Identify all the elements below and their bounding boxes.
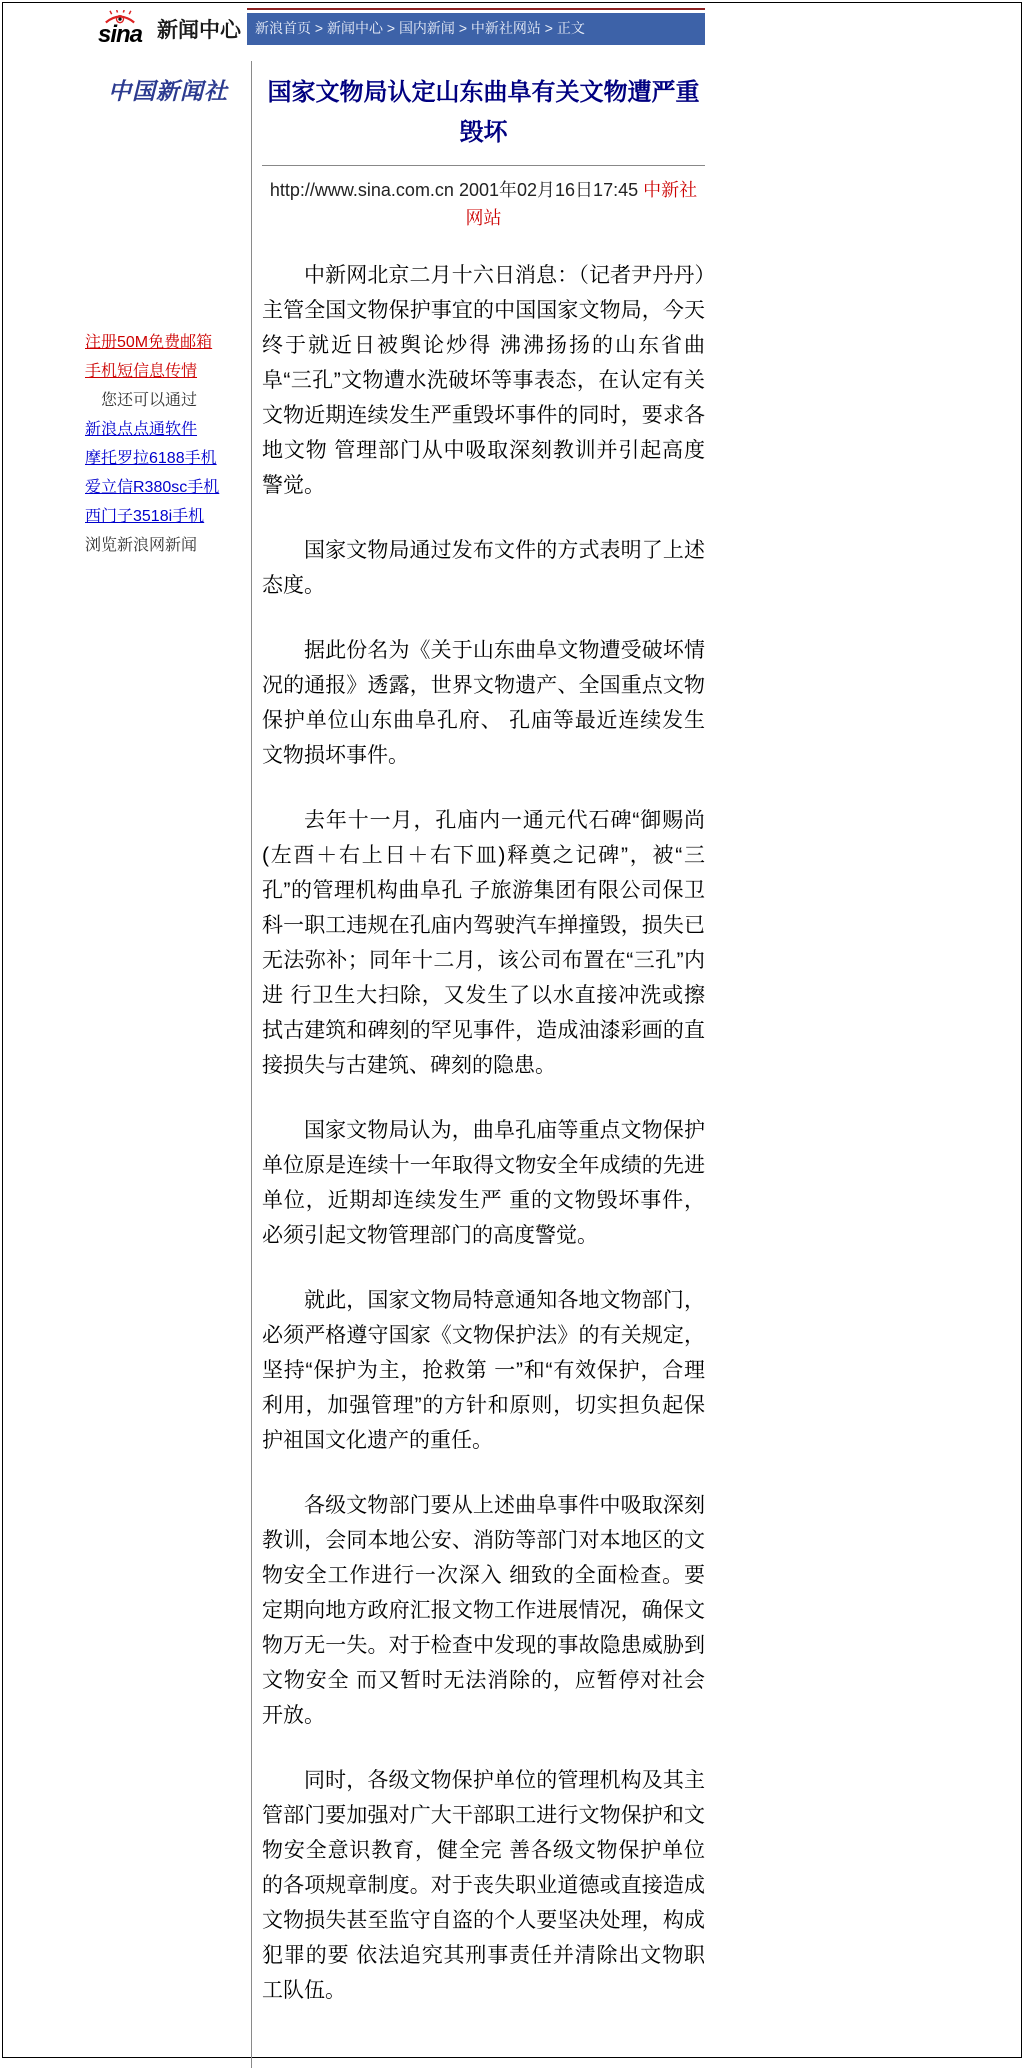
article-paragraph: 中新网北京二月十六日消息：（记者尹丹丹）主管全国文物保护事宜的中国国家文物局，今天终于就近日被舆论炒得 沸沸扬扬的山东省曲阜“三孔”文物遭水洗破坏等事表态，在认定有关文物近期连续发生严重毁坏事件的同时，要求各地文物 管理部门从中吸取深刻教训并引起高度警觉。 xyxy=(262,264,705,497)
sina-logo[interactable] xyxy=(91,10,149,48)
breadcrumb-separator: > xyxy=(454,20,471,36)
article-paragraph: 就此，国家文物局特意通知各地文物部门，必须严格遵守国家《文物保护法》的有关规定，坚持“保护为主，抢救第 一”和“有效保护，合理利用，加强管理”的方针和原则，切实担负起保护祖国文化遗产的重任。 xyxy=(262,1289,705,1452)
sidebar-link[interactable]: 注册50M免费邮箱 xyxy=(85,334,213,351)
article-paragraph: 同时，各级文物保护单位的管理机构及其主管部门要加强对广大干部职工进行文物保护和文物安全意识教育，健全完 善各级文物保护单位的各项规章制度。对于丧失职业道德或直接造成文物损失甚至监守自盗的个人要坚决处理，构成犯罪的要 依法追究其刑事责任并清除出文物职工队伍。 xyxy=(262,1769,705,2002)
sidebar-link[interactable]: 手机短信息传情 xyxy=(85,363,198,380)
breadcrumb-item[interactable]: 正文 xyxy=(556,20,585,36)
article-paragraph: 国家文物局通过发布文件的方式表明了上述态度。 xyxy=(262,539,705,597)
sidebar-text: 您还可以通过 xyxy=(101,392,198,409)
sina-wordmark: sina xyxy=(97,21,143,48)
breadcrumb-item[interactable]: 新闻中心 xyxy=(326,20,383,36)
breadcrumb-separator: > xyxy=(382,20,399,36)
sidebar-links xyxy=(85,328,251,560)
breadcrumb-separator: > xyxy=(540,20,557,36)
sidebar-link[interactable]: 新浪点点通软件 xyxy=(85,421,198,438)
breadcrumb-item[interactable]: 新浪首页 xyxy=(255,20,311,36)
breadcrumb-bar xyxy=(247,8,705,45)
article-body xyxy=(262,258,705,2008)
breadcrumb-separator: > xyxy=(311,20,327,36)
article-paragraph: 去年十一月，孔庙内一通元代石碑“御赐尚(左酉＋右上日＋右下皿)释奠之记碑”，被“三孔”的管理机构曲阜孔 子旅游集团有限公司保卫科一职工违规在孔庙内驾驶汽车掸撞毁，损失已无法弥补；同年十二月，该公司布置在“三孔”内进 行卫生大扫除，又发生了以水直接冲洗或擦拭古建筑和碑刻的罕见事件，造成油漆彩画的直接损失与古建筑、碑刻的隐患。 xyxy=(262,809,705,1077)
title-divider xyxy=(262,165,705,166)
content-area xyxy=(85,61,705,2068)
article-title: 国家文物局认定山东曲阜有关文物遭严重毁坏 xyxy=(267,79,700,146)
page-header xyxy=(91,8,705,48)
breadcrumb-item[interactable]: 国内新闻 xyxy=(398,20,455,36)
article-paragraph: 国家文物局认为，曲阜孔庙等重点文物保护单位原是连续十一年取得文物安全年成绩的先进单位，近期却连续发生严 重的文物毁坏事件，必须引起文物管理部门的高度警觉。 xyxy=(262,1119,705,1247)
sidebar-text: 浏览新浪网新闻 xyxy=(85,537,198,554)
article-paragraph: 各级文物部门要从上述曲阜事件中吸取深刻教训，会同本地公安、消防等部门对本地区的文物安全工作进行一次深入 细致的全面检查。要定期向地方政府汇报文物工作进展情况，确保文物万无一失。对于检查中发现的事故隐患威胁到文物安全 而又暂时无法消除的，应暂停对社会开放。 xyxy=(262,1494,705,1727)
breadcrumb-item[interactable]: 中新社网站 xyxy=(470,20,541,36)
byline-url: http://www.sina.com.cn xyxy=(269,180,454,200)
article-column xyxy=(251,61,705,2068)
sidebar-link[interactable]: 摩托罗拉6188手机 xyxy=(85,450,217,467)
byline-datetime: 2001年02月16日17:45 xyxy=(458,180,639,200)
news-page xyxy=(85,8,705,2068)
breadcrumb xyxy=(247,13,705,45)
sidebar-link[interactable]: 爱立信R380sc手机 xyxy=(85,479,220,496)
china-news-service-logo: 中国新闻社 xyxy=(108,78,228,105)
sidebar xyxy=(85,61,251,2068)
article-byline xyxy=(262,176,705,232)
news-center-title: 新闻中心 xyxy=(157,19,241,42)
article-paragraph: 据此份名为《关于山东曲阜文物遭受破坏情况的通报》透露，世界文物遗产、全国重点文物保护单位山东曲阜孔府、 孔庙等最近连续发生文物损坏事件。 xyxy=(262,639,705,767)
byline-source-link[interactable]: 中新社网站 xyxy=(465,180,698,228)
sidebar-link[interactable]: 西门子3518i手机 xyxy=(85,508,205,525)
